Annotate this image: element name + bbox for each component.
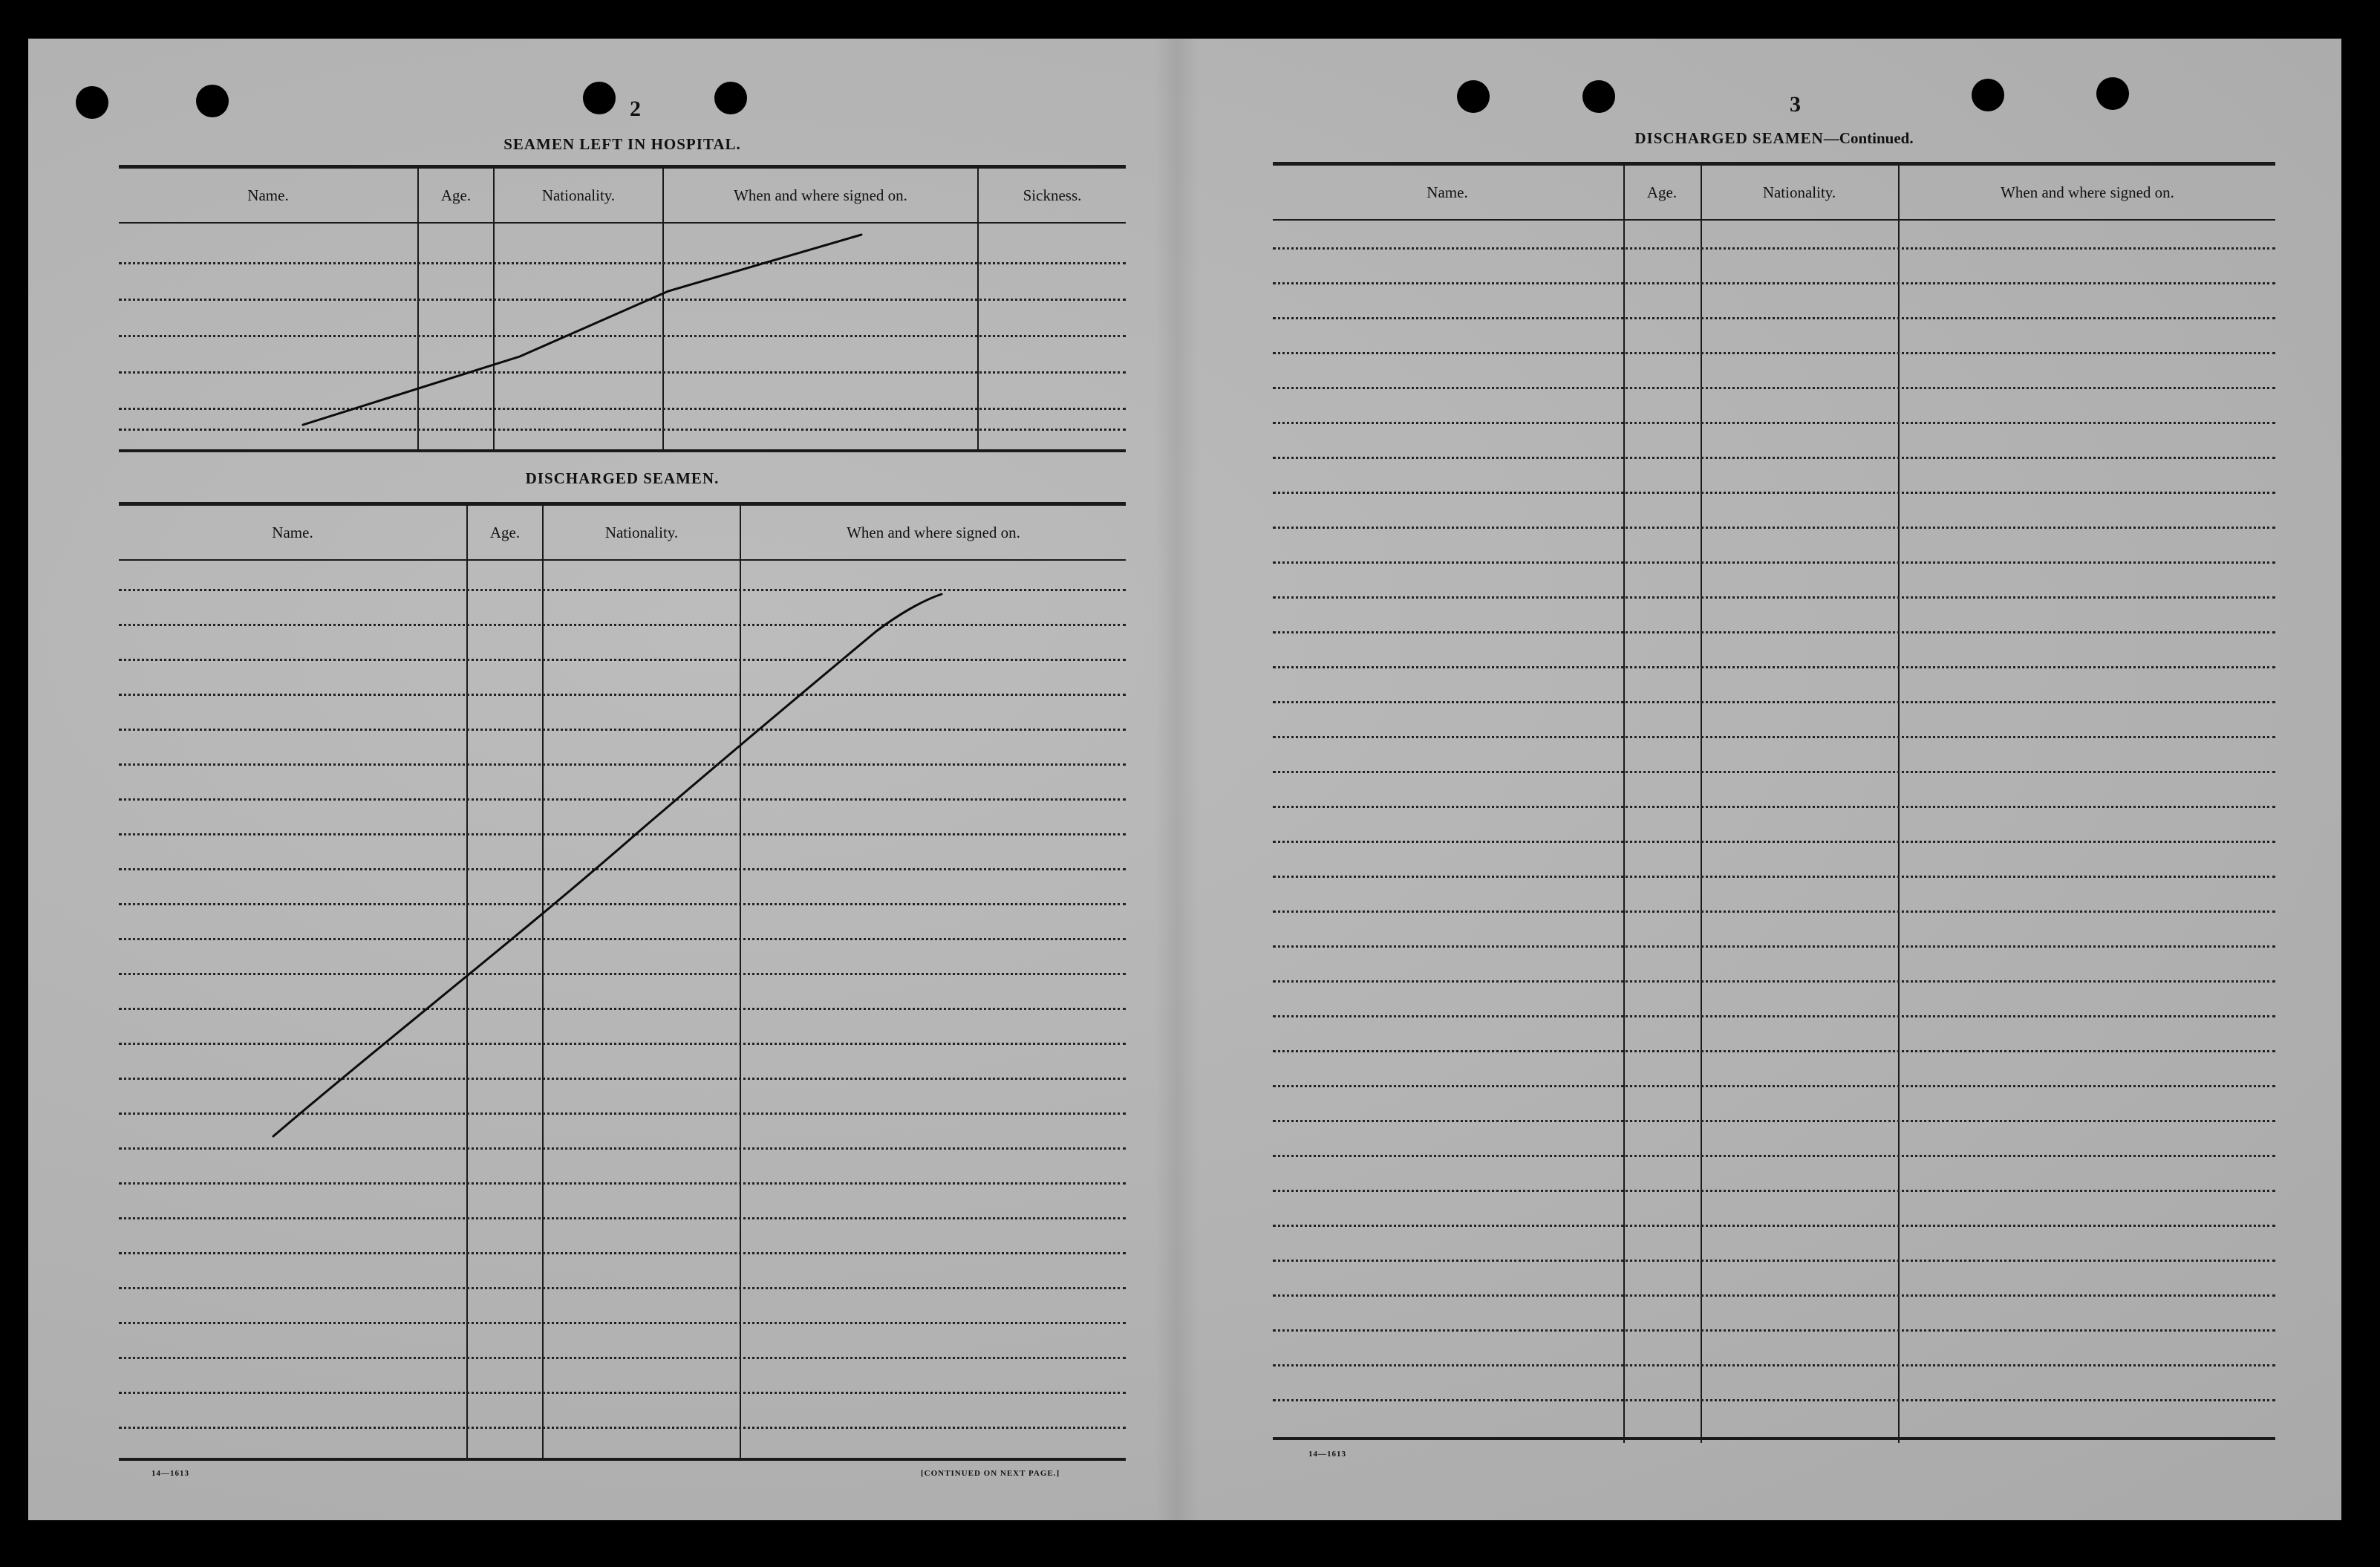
discharged-continued-label: DISCHARGED SEAMEN — [1634, 129, 1824, 147]
column-header-age: Age. — [489, 523, 521, 541]
continued-note: [CONTINUED ON NEXT PAGE.] — [921, 1469, 1060, 1478]
column-header-sickness: Sickness. — [1023, 186, 1082, 204]
column-header-signed-on: When and where signed on. — [734, 186, 907, 204]
pen-stroke-discharged — [273, 594, 942, 1136]
discharged-section-title: DISCHARGED SEAMEN. — [525, 469, 720, 487]
hospital-section-title: SEAMEN LEFT IN HOSPITAL. — [503, 135, 741, 153]
column-header-name: Name. — [272, 523, 313, 541]
column-header-name: Name. — [247, 186, 289, 204]
form-code-right: 14—1613 — [1308, 1450, 1346, 1459]
page-number-right: 3 — [1790, 92, 1801, 117]
column-header-nationality: Nationality. — [604, 523, 679, 541]
column-header-nationality: Nationality. — [541, 186, 616, 204]
column-header-signed-on: When and where signed on. — [2001, 183, 2174, 201]
column-header-signed-on: When and where signed on. — [847, 523, 1020, 541]
page-number-left: 2 — [630, 97, 641, 121]
column-header-name: Name. — [1427, 183, 1468, 201]
form-code-left: 14—1613 — [151, 1469, 189, 1478]
column-header-age: Age. — [440, 186, 472, 204]
pen-stroke-hospital — [303, 235, 861, 425]
column-header-nationality: Nationality. — [1762, 183, 1836, 201]
column-header-age: Age. — [1646, 183, 1678, 201]
continued-suffix: —Continued. — [1823, 129, 1914, 147]
